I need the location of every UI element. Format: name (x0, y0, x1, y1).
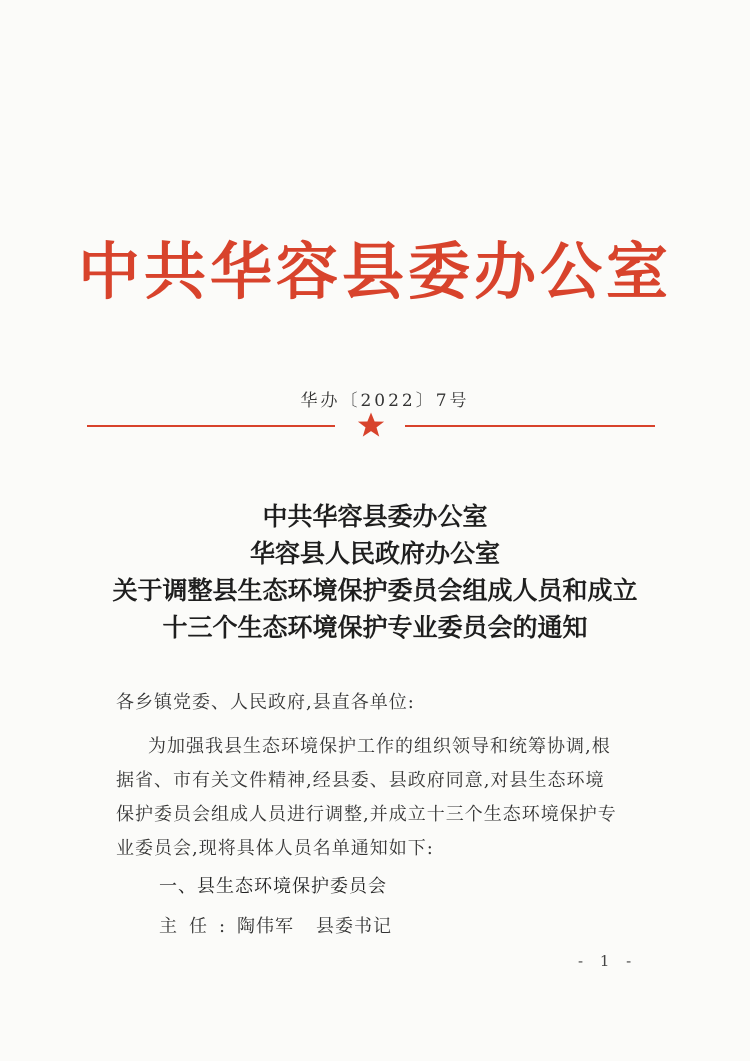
title-line-2: 华容县人民政府办公室 (249, 539, 500, 568)
paragraph-line: 业委员会,现将具体人员名单通知如下: (116, 838, 434, 859)
member-name: 陶伟军 (237, 916, 294, 937)
document-number: 华办〔2022〕7号 (300, 391, 470, 411)
member-position: 县委书记 (316, 916, 392, 937)
organization-header: 中共华容县委办公室 (77, 235, 672, 308)
member-role: 主任: (159, 916, 238, 937)
title-line-4: 十三个生态环境保护专业委员会的通知 (162, 613, 588, 642)
salutation: 各乡镇党委、人民政府,县直各单位: (116, 692, 415, 713)
page-number: - 1 - (578, 952, 638, 970)
member-entry (159, 912, 392, 938)
title-line-3: 关于调整县生态环境保护委员会组成人员和成立 (112, 576, 638, 605)
paragraph-line: 保护委员会组成人员进行调整,并成立十三个生态环境保护专 (116, 804, 617, 825)
header-divider-right (405, 425, 655, 427)
paragraph-line: 据省、市有关文件精神,经县委、县政府同意,对县生态环境 (116, 770, 605, 791)
paragraph-line: 为加强我县生态环境保护工作的组织领导和统筹协调,根 (148, 736, 611, 757)
header-divider-left (87, 425, 335, 427)
section-heading: 一、县生态环境保护委员会 (159, 876, 387, 897)
title-line-1: 中共华容县委办公室 (262, 502, 488, 531)
star-icon (356, 410, 386, 440)
